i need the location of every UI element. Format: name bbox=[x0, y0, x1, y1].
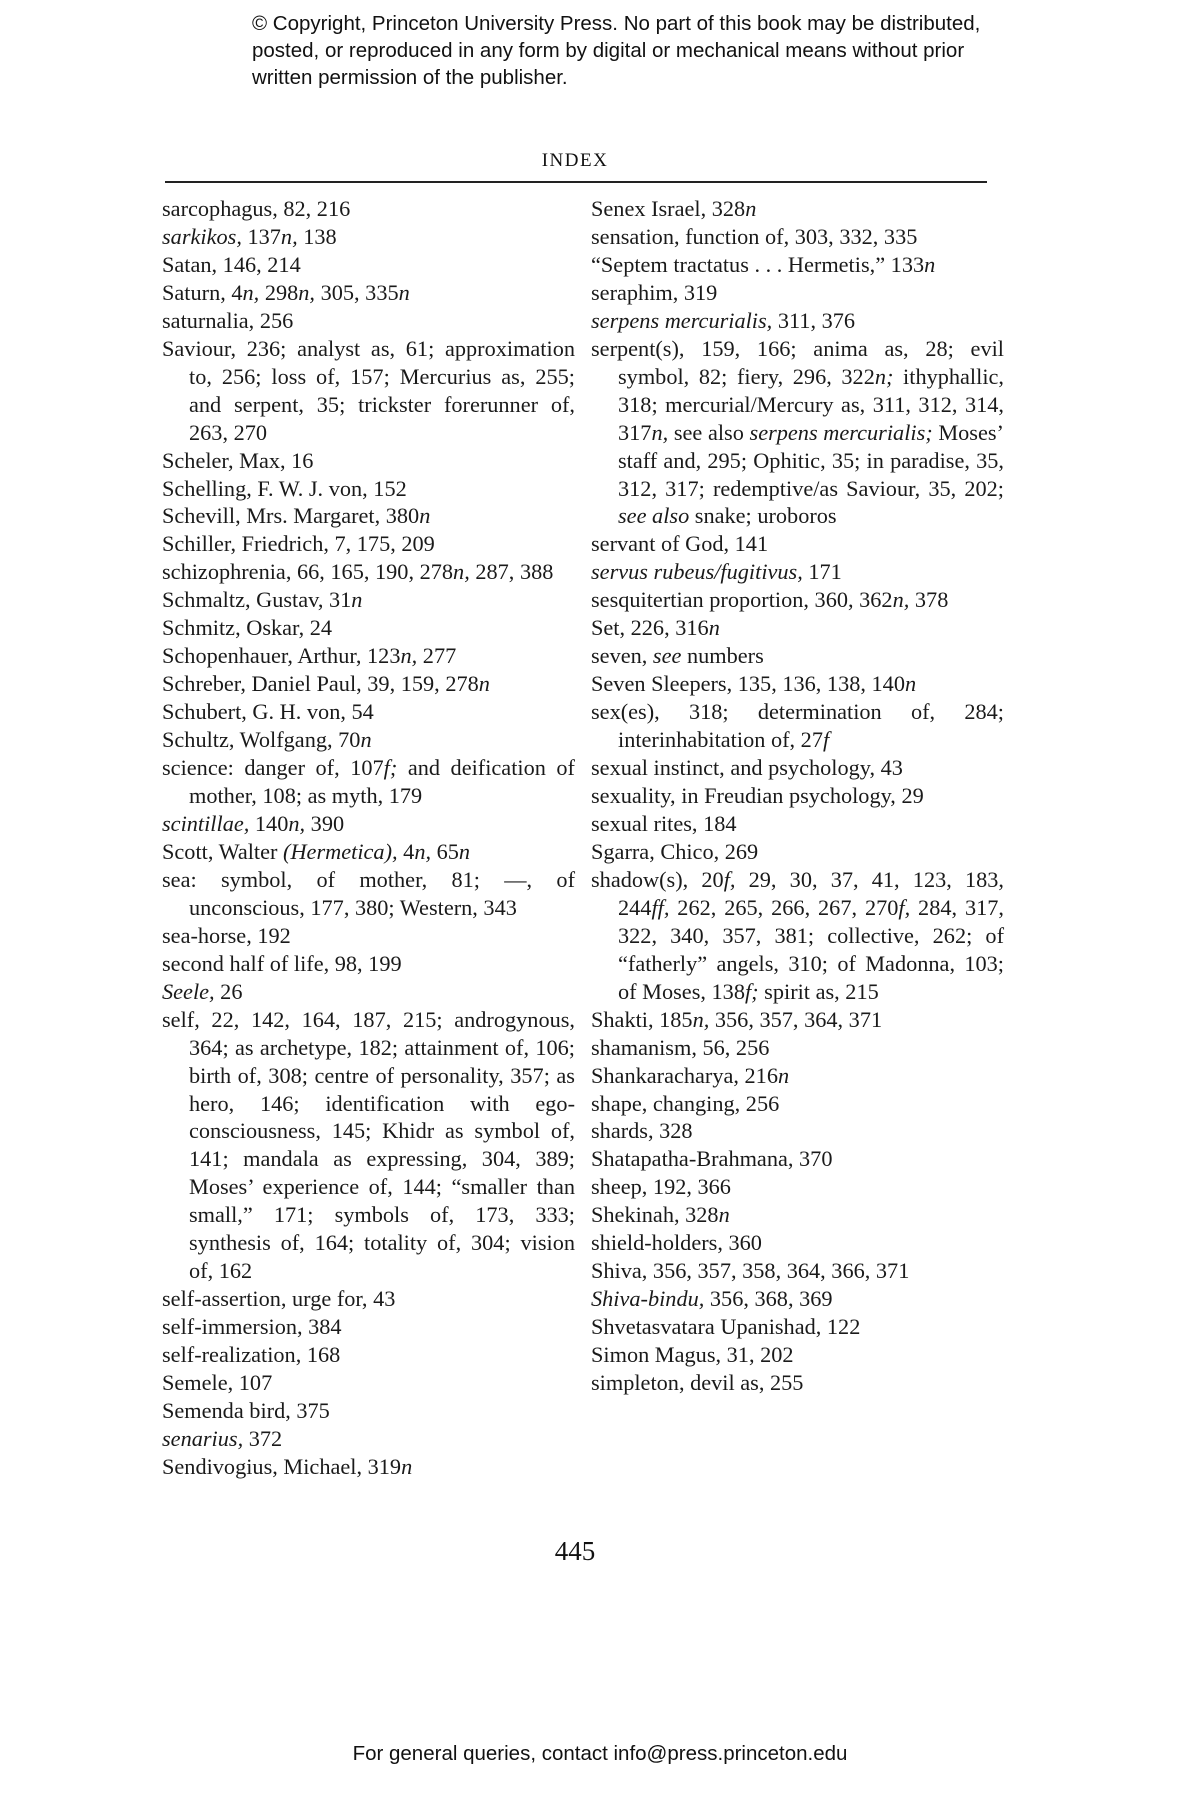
index-entry-text: sexual instinct, and psychology, 43 bbox=[591, 755, 903, 781]
index-entry-text: sexuality, in Freudian psychology, 29 bbox=[591, 783, 924, 809]
index-entry-text: sex(es), 318; determination of, 284; interinhabitation of, 27 bbox=[591, 699, 1004, 753]
index-entry-text: shield-holders, 360 bbox=[591, 1230, 762, 1256]
index-entry-text: Semele, 107 bbox=[162, 1370, 273, 1396]
index-entry-text: 65 bbox=[431, 838, 459, 864]
index-entry-text: sesquitertian proportion, 360, 362 bbox=[591, 587, 893, 613]
index-entry-text: “Septem tractatus . . . Hermetis,” 133 bbox=[591, 251, 925, 277]
heading-rule bbox=[165, 181, 987, 183]
index-entry bbox=[591, 1034, 1004, 1062]
index-entry-italic-text: n; bbox=[874, 363, 894, 389]
index-entry-text: sea-horse, 192 bbox=[162, 922, 291, 948]
index-entry bbox=[591, 754, 1004, 782]
index-entry-text: 171 bbox=[802, 559, 842, 585]
index-entry-italic-text: sarkikos, bbox=[162, 223, 242, 249]
index-entry bbox=[162, 1397, 575, 1425]
index-entry-italic-text: see also bbox=[618, 503, 690, 529]
index-entry-italic-text: n bbox=[458, 838, 471, 864]
index-entry-text: 29, 30, 37, 41, 123, 183, 244 bbox=[618, 866, 1004, 920]
index-entry-text: Simon Magus, 31, 202 bbox=[591, 1342, 794, 1368]
index-entry-italic-text: n, bbox=[298, 279, 316, 305]
index-entry-text: 287, 388 bbox=[469, 559, 554, 585]
index-entry-text: Satan, 146, 214 bbox=[162, 251, 301, 277]
index-entry-text: Senex Israel, 328 bbox=[591, 196, 746, 221]
index-entry bbox=[591, 670, 1004, 698]
index-entry-text: sexual rites, 184 bbox=[591, 810, 737, 836]
index-entry bbox=[591, 1201, 1004, 1229]
index-entry-text: self-assertion, urge for, 43 bbox=[162, 1286, 396, 1312]
footer-contact: For general queries, contact info@press.princeton.edu bbox=[352, 1742, 848, 1765]
index-entry bbox=[591, 1257, 1004, 1285]
index-entry-text: see also bbox=[668, 419, 750, 445]
index-entry-text: 305, 335 bbox=[315, 279, 399, 305]
index-entry-text: Schultz, Wolfgang, 70 bbox=[162, 727, 361, 753]
index-entry bbox=[162, 279, 575, 307]
index-entry-text: shamanism, 56, 256 bbox=[591, 1034, 770, 1060]
index-entry-italic-text: n, bbox=[400, 643, 418, 669]
index-entry-italic-text: (Hermetica), bbox=[283, 838, 398, 864]
index-entry bbox=[162, 195, 575, 223]
index-entry-text: simpleton, devil as, 255 bbox=[591, 1370, 804, 1396]
index-column-left bbox=[162, 195, 575, 1481]
index-entry-italic-text: n bbox=[924, 251, 936, 277]
index-entry bbox=[591, 195, 1004, 223]
index-entry-italic-text: n bbox=[360, 727, 372, 753]
index-entry bbox=[591, 642, 1004, 670]
index-entry bbox=[162, 1006, 575, 1286]
index-entry-italic-text: senarius, bbox=[162, 1425, 244, 1451]
index-entry-text: Schiller, Friedrich, 7, 175, 209 bbox=[162, 531, 435, 557]
index-entry bbox=[162, 447, 575, 475]
index-entry-text: sensation, function of, 303, 332, 335 bbox=[591, 223, 918, 249]
index-entry-text: Shiva, 356, 357, 358, 364, 366, 371 bbox=[591, 1258, 910, 1284]
index-entry-italic-text: ff, bbox=[651, 894, 670, 920]
index-entry bbox=[162, 558, 575, 586]
index-entry bbox=[591, 1369, 1004, 1397]
index-entry-text: Moses’ staff and, 295; Ophitic, 35; in paradise, 35, 312, 317; redemptive/as Saviour, 35, 202; bbox=[618, 419, 1004, 501]
index-entry-text: 277 bbox=[417, 643, 457, 669]
index-entry-italic-text: f; bbox=[383, 755, 398, 781]
index-entry-text: self, 22, 142, 164, 187, 215; androgynous, 364; as archetype, 182; attainment of, 106; birth of, 308; centre of personality, 357; as hero, 146; identification with ego-consciousness, 145; Khidr as symbol of, 141; mandala as expressing, 304, 389; Moses’ experience of, 144; “smaller than small,” 171; symbols of, 173, 333; synthesis of, 164; totality of, 304; vision of, 162 bbox=[162, 1006, 575, 1284]
index-entry bbox=[162, 1313, 575, 1341]
index-entry bbox=[162, 726, 575, 754]
index-entry-text: shadow(s), 20 bbox=[591, 866, 724, 892]
index-entry-text: 284, 317, 322, 340, 357, 381; collective, 262; of “fatherly” angels, 310; of Madonna, 103; of Moses, 138 bbox=[618, 894, 1004, 1004]
index-entry-text: 390 bbox=[305, 810, 345, 836]
index-entry-italic-text: n, bbox=[288, 810, 306, 836]
index-entry bbox=[162, 1369, 575, 1397]
index-entry bbox=[162, 307, 575, 335]
index-entry bbox=[162, 586, 575, 614]
index-entry bbox=[591, 1313, 1004, 1341]
index-entry-italic-text: n bbox=[401, 1453, 413, 1479]
index-entry bbox=[162, 642, 575, 670]
index-entry bbox=[162, 251, 575, 279]
index-entry-italic-text: servus rubeus/fugitivus, bbox=[591, 559, 803, 585]
index-entry-text: Shvetasvatara Upanishad, 122 bbox=[591, 1314, 861, 1340]
index-entry-text: 140 bbox=[249, 810, 289, 836]
index-entry bbox=[162, 810, 575, 838]
index-entry-text: 356, 357, 364, 371 bbox=[709, 1006, 883, 1032]
index-entry bbox=[162, 502, 575, 530]
index-entry-text: Shankaracharya, 216 bbox=[591, 1062, 778, 1088]
index-entry bbox=[162, 530, 575, 558]
index-entry-text: 311, 376 bbox=[772, 307, 856, 333]
index-entry bbox=[591, 530, 1004, 558]
index-entry-italic-text: see bbox=[652, 643, 682, 669]
index-entry-italic-text: n bbox=[478, 671, 490, 697]
index-entry bbox=[162, 670, 575, 698]
index-entry-text: Scheler, Max, 16 bbox=[162, 447, 314, 473]
index-entry-text: sheep, 192, 366 bbox=[591, 1174, 731, 1200]
index-entry-text: 262, 265, 266, 267, 270 bbox=[669, 894, 899, 920]
index-entry-text: second half of life, 98, 199 bbox=[162, 950, 402, 976]
index-entry-text: Schreber, Daniel Paul, 39, 159, 278 bbox=[162, 671, 479, 697]
index-entry-italic-text: n bbox=[351, 587, 363, 613]
index-entry-text: Schmaltz, Gustav, 31 bbox=[162, 587, 352, 613]
index-entry bbox=[162, 754, 575, 810]
index-entry-text: 137 bbox=[241, 223, 281, 249]
index-entry bbox=[591, 1006, 1004, 1034]
index-entry bbox=[162, 978, 575, 1006]
index-entry bbox=[591, 279, 1004, 307]
index-entry-text: Shekinah, 328 bbox=[591, 1202, 719, 1228]
index-entry-italic-text: f; bbox=[744, 978, 759, 1004]
index-entry-text: self-realization, 168 bbox=[162, 1342, 341, 1368]
index-entry-italic-text: n bbox=[398, 279, 410, 305]
index-entry bbox=[162, 1285, 575, 1313]
index-entry bbox=[591, 838, 1004, 866]
index-entry-text: and deification of mother, 108; as myth, 179 bbox=[189, 755, 575, 809]
index-entry bbox=[591, 1341, 1004, 1369]
index-entry bbox=[162, 335, 575, 447]
index-entry-text: self-immersion, 384 bbox=[162, 1314, 342, 1340]
index-entry-italic-text: n, bbox=[414, 838, 432, 864]
index-entry-text: Shakti, 185 bbox=[591, 1006, 693, 1032]
index-entry bbox=[162, 698, 575, 726]
index-entry bbox=[162, 922, 575, 950]
index-entry bbox=[162, 1341, 575, 1369]
index-entry bbox=[591, 335, 1004, 531]
index-entry-text: shards, 328 bbox=[591, 1118, 693, 1144]
index-entry bbox=[591, 1229, 1004, 1257]
index-entry-text: serpent(s), 159, 166; anima as, 28; evil symbol, 82; fiery, 296, 322 bbox=[591, 335, 1004, 389]
index-entry-italic-text: n bbox=[419, 503, 431, 529]
index-entry-text: Schmitz, Oskar, 24 bbox=[162, 615, 333, 641]
index-entry-italic-text: n, bbox=[692, 1006, 710, 1032]
index-entry-text: ithyphallic, 318; mercurial/Mercury as, 311, 312, 314, 317 bbox=[618, 363, 1004, 445]
index-entry-italic-text: Seele, bbox=[162, 978, 215, 1004]
index-entry-italic-text: n, bbox=[242, 279, 260, 305]
index-entry-text: Sgarra, Chico, 269 bbox=[591, 838, 759, 864]
index-entry bbox=[162, 838, 575, 866]
index-entry bbox=[591, 558, 1004, 586]
index-entry-italic-text: n, bbox=[651, 419, 669, 445]
index-entry-italic-text: serpens mercurialis, bbox=[591, 307, 773, 333]
index-entry-text: Saviour, 236; analyst as, 61; approximation to, 256; loss of, 157; Mercurius as, 255; and serpent, 35; trickster forerunner of, 263, 270 bbox=[162, 335, 575, 445]
index-entry-text: saturnalia, 256 bbox=[162, 307, 294, 333]
index-entry-text: schizophrenia, 66, 165, 190, 278 bbox=[162, 559, 454, 585]
index-entry-text: seraphim, 319 bbox=[591, 279, 718, 305]
index-entry-italic-text: n, bbox=[453, 559, 470, 585]
index-entry-text: Schelling, F. W. J. von, 152 bbox=[162, 475, 407, 501]
index-entry-text: sea: symbol, of mother, 81; —, of unconscious, 177, 380; Western, 343 bbox=[162, 866, 575, 920]
index-entry bbox=[162, 1453, 575, 1481]
index-entry-italic-text: f, bbox=[898, 894, 911, 920]
index-entry bbox=[591, 1285, 1004, 1313]
index-entry bbox=[591, 1117, 1004, 1145]
index-entry-italic-text: n, bbox=[280, 223, 298, 249]
index-entry bbox=[591, 614, 1004, 642]
index-entry bbox=[591, 586, 1004, 614]
index-entry-text: shape, changing, 256 bbox=[591, 1090, 780, 1116]
index-entry-text: Semenda bird, 375 bbox=[162, 1397, 330, 1423]
index-entry bbox=[591, 1145, 1004, 1173]
index-entry bbox=[591, 866, 1004, 1006]
index-entry-italic-text: n bbox=[777, 1062, 790, 1088]
index-entry bbox=[162, 475, 575, 503]
index-entry-italic-text: n bbox=[904, 671, 917, 697]
index-entry bbox=[591, 698, 1004, 754]
index-entry bbox=[591, 223, 1004, 251]
copyright-notice: © Copyright, Princeton University Press. No part of this book may be distributed, posted, or reproduced in any form by digital or mechanical means without prior written permission of the publisher. bbox=[252, 12, 981, 89]
index-entry-text: 372 bbox=[243, 1425, 283, 1451]
index-entry-italic-text: scintillae, bbox=[162, 810, 250, 836]
index-entry bbox=[591, 307, 1004, 335]
index-entry bbox=[591, 782, 1004, 810]
index-entry bbox=[591, 810, 1004, 838]
index-entry-text: spirit as, 215 bbox=[758, 978, 879, 1004]
index-entry bbox=[162, 1425, 575, 1453]
index-entry-text: Schubert, G. H. von, 54 bbox=[162, 699, 374, 725]
index-entry bbox=[162, 950, 575, 978]
index-entry bbox=[591, 1173, 1004, 1201]
index-entry bbox=[162, 866, 575, 922]
index-entry-text: 298 bbox=[259, 279, 299, 305]
index-entry-text: 356, 368, 369 bbox=[704, 1286, 833, 1312]
index-entry-text: sarcophagus, 82, 216 bbox=[162, 196, 351, 221]
index-entry-text: servant of God, 141 bbox=[591, 531, 769, 557]
index-entry-text: Set, 226, 316 bbox=[591, 615, 709, 641]
index-entry-text: Schevill, Mrs. Margaret, 380 bbox=[162, 503, 420, 529]
index-entry-text: Saturn, 4 bbox=[162, 279, 243, 305]
index-entry-text: numbers bbox=[681, 643, 764, 669]
index-entry bbox=[162, 223, 575, 251]
index-entry-italic-text: n bbox=[718, 1202, 730, 1228]
index-entry-italic-text: f bbox=[822, 727, 830, 753]
index-entry bbox=[591, 251, 1004, 279]
page-title: INDEX bbox=[541, 150, 609, 171]
index-entry bbox=[591, 1062, 1004, 1090]
page-number: 445 bbox=[554, 1536, 596, 1566]
index-entry-text: 26 bbox=[214, 978, 243, 1004]
index-entry-text: Shatapatha-Brahmana, 370 bbox=[591, 1146, 833, 1172]
index-entry-text: Schopenhauer, Arthur, 123 bbox=[162, 643, 401, 669]
index-entry-text: seven, bbox=[591, 643, 653, 669]
index-entry-text: science: danger of, 107 bbox=[162, 755, 384, 781]
index-entry-text: Sendivogius, Michael, 319 bbox=[162, 1453, 402, 1479]
index-entry-text: Scott, Walter bbox=[162, 838, 284, 864]
index-entry-text: 4 bbox=[397, 838, 415, 864]
index-entry-italic-text: n bbox=[745, 196, 757, 221]
index-entry bbox=[591, 1090, 1004, 1118]
index-entry bbox=[162, 614, 575, 642]
index-entry-text: 138 bbox=[297, 223, 337, 249]
index-entry-italic-text: f, bbox=[723, 866, 736, 892]
index-entry-italic-text: serpens mercurialis; bbox=[749, 419, 933, 445]
index-entry-text: snake; uroboros bbox=[689, 503, 837, 529]
index-column-right bbox=[591, 195, 1004, 1397]
index-entry-italic-text: n bbox=[708, 615, 720, 641]
index-entry-italic-text: Shiva-bindu, bbox=[591, 1286, 705, 1312]
index-entry-text: Seven Sleepers, 135, 136, 138, 140 bbox=[591, 671, 905, 697]
index-entry-text: 378 bbox=[909, 587, 949, 613]
index-entry-italic-text: n, bbox=[892, 587, 910, 613]
